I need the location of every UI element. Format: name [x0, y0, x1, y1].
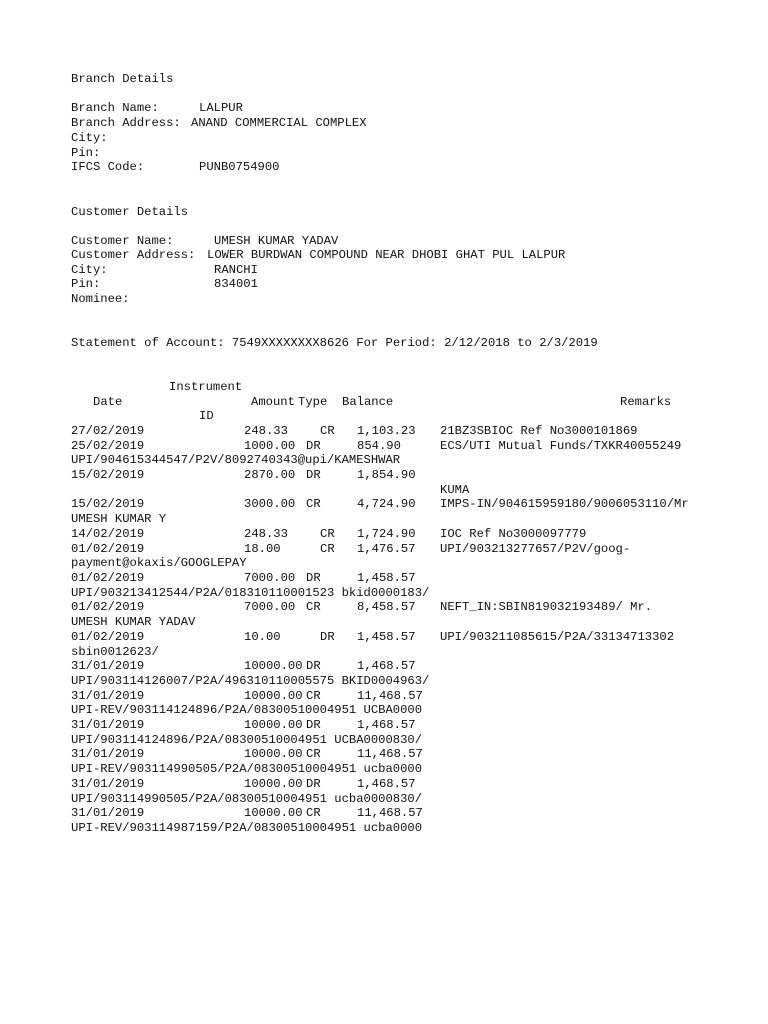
header-amount: Amount: [251, 395, 295, 409]
row-balance: 11,468.57: [357, 747, 423, 761]
row-balance: 1,103.23: [357, 424, 416, 438]
row-date: 15/02/2019: [71, 497, 145, 511]
branch-address-value: ANAND COMMERCIAL COMPLEX: [191, 116, 367, 130]
header-instrument-id: ID: [199, 409, 214, 423]
customer-heading: Customer Details: [71, 205, 189, 219]
row-amount: 10000.00: [244, 689, 303, 703]
row-type: CR: [320, 527, 335, 541]
row-amount: 1000.00: [244, 439, 296, 453]
row-date: 01/02/2019: [71, 571, 145, 585]
row-date: 01/02/2019: [71, 542, 145, 556]
customer-city-label: City:: [71, 263, 108, 277]
row-remarks: IMPS-IN/904615959180/9006053110/Mr: [440, 497, 689, 511]
branch-ifsc-value: PUNB0754900: [199, 160, 280, 174]
customer-address-label: Customer Address:: [71, 248, 196, 262]
row-amount: 18.00: [244, 542, 281, 556]
row-remarks-continued: UPI/903114124896/P2A/08300510004951 UCBA0000830/: [71, 733, 423, 747]
row-balance: 1,458.57: [357, 630, 416, 644]
row-type: CR: [306, 747, 321, 761]
statement-label: Statement of Account:: [71, 336, 225, 350]
row-remarks-prefix: KUMA: [440, 483, 470, 497]
row-balance: 1,468.57: [357, 718, 416, 732]
row-balance: 1,468.57: [357, 659, 416, 673]
row-amount: 10000.00: [244, 659, 303, 673]
row-remarks-continued: sbin0012623/: [71, 645, 159, 659]
row-amount: 10000.00: [244, 806, 303, 820]
branch-name-value: LALPUR: [199, 101, 243, 115]
customer-pin-label: Pin:: [71, 277, 101, 291]
customer-nominee-label: Nominee:: [71, 292, 130, 306]
row-amount: 248.33: [244, 527, 288, 541]
row-remarks: UPI/903211085615/P2A/33134713302: [440, 630, 675, 644]
row-remarks: 21BZ3SBIOC Ref No3000101869: [440, 424, 638, 438]
row-date: 31/01/2019: [71, 659, 145, 673]
header-type: Type: [298, 395, 328, 409]
row-date: 14/02/2019: [71, 527, 145, 541]
row-type: DR: [306, 718, 321, 732]
row-amount: 10000.00: [244, 718, 303, 732]
header-balance: Balance: [342, 395, 394, 409]
statement-period-label: For Period:: [356, 336, 437, 350]
row-date: 27/02/2019: [71, 424, 145, 438]
row-amount: 10.00: [244, 630, 281, 644]
branch-address-label: Branch Address:: [71, 116, 181, 130]
row-date: 31/01/2019: [71, 689, 145, 703]
row-remarks-continued: UPI-REV/903114987159/P2A/08300510004951 ucba0000: [71, 821, 423, 835]
row-balance: 1,854.90: [357, 468, 416, 482]
row-type: CR: [306, 600, 321, 614]
row-balance: 11,468.57: [357, 806, 423, 820]
branch-pin-label: Pin:: [71, 146, 101, 160]
row-remarks-continued: UPI-REV/903114990505/P2A/08300510004951 ucba0000: [71, 762, 423, 776]
row-type: CR: [306, 497, 321, 511]
row-date: 01/02/2019: [71, 600, 145, 614]
header-instrument: Instrument: [169, 380, 243, 394]
row-remarks-continued: UPI-REV/903114124896/P2A/08300510004951 UCBA0000: [71, 703, 423, 717]
row-date: 01/02/2019: [71, 630, 145, 644]
row-remarks: UPI/903213277657/P2V/goog-: [440, 542, 631, 556]
row-type: CR: [320, 542, 335, 556]
row-type: DR: [306, 468, 321, 482]
row-remarks: NEFT_IN:SBIN819032193489/ Mr.: [440, 600, 653, 614]
row-balance: 1,724.90: [357, 527, 416, 541]
customer-address-value: LOWER BURDWAN COMPOUND NEAR DHOBI GHAT PUL LALPUR: [207, 248, 566, 262]
row-date: 31/01/2019: [71, 718, 145, 732]
row-type: DR: [306, 571, 321, 585]
row-amount: 7000.00: [244, 600, 296, 614]
row-date: 31/01/2019: [71, 777, 145, 791]
row-date: 25/02/2019: [71, 439, 145, 453]
branch-city-label: City:: [71, 131, 108, 145]
customer-pin-value: 834001: [214, 277, 258, 291]
row-type: DR: [306, 439, 321, 453]
statement-to: 2/3/2019: [539, 336, 598, 350]
row-balance: 11,468.57: [357, 689, 423, 703]
row-date: 31/01/2019: [71, 806, 145, 820]
row-remarks-continued: UMESH KUMAR YADAV: [71, 615, 196, 629]
statement-to-word: to: [517, 336, 532, 350]
row-type: CR: [320, 424, 335, 438]
row-date: 31/01/2019: [71, 747, 145, 761]
statement-from: 2/12/2018: [444, 336, 510, 350]
header-date: Date: [93, 395, 123, 409]
customer-city-value: RANCHI: [214, 263, 258, 277]
row-type: CR: [306, 689, 321, 703]
branch-heading: Branch Details: [71, 72, 174, 86]
statement-account: 7549XXXXXXXX8626: [231, 336, 349, 350]
row-amount: 10000.00: [244, 747, 303, 761]
row-remarks-continued: UPI/903114126007/P2A/496310110005575 BKID0004963/: [71, 674, 430, 688]
row-remarks: ECS/UTI Mutual Funds/TXKR40055249: [440, 439, 682, 453]
row-amount: 10000.00: [244, 777, 303, 791]
row-remarks: IOC Ref No3000097779: [440, 527, 587, 541]
row-amount: 2870.00: [244, 468, 296, 482]
row-balance: 4,724.90: [357, 497, 416, 511]
row-balance: 1,458.57: [357, 571, 416, 585]
row-type: DR: [306, 659, 321, 673]
row-type: CR: [306, 806, 321, 820]
header-remarks: Remarks: [620, 395, 672, 409]
row-remarks-continued: payment@okaxis/GOOGLEPAY: [71, 556, 247, 570]
row-type: DR: [320, 630, 335, 644]
customer-name-label: Customer Name:: [71, 234, 174, 248]
row-type: DR: [306, 777, 321, 791]
branch-name-label: Branch Name:: [71, 101, 159, 115]
branch-ifsc-label: IFCS Code:: [71, 160, 145, 174]
row-remarks-continued: UPI/903114990505/P2A/08300510004951 ucba0000830/: [71, 792, 423, 806]
row-remarks-continued: UMESH KUMAR Y: [71, 512, 167, 526]
row-remarks-continued: UPI/903213412544/P2A/018310110001523 bkid0000183/: [71, 586, 430, 600]
statement-line: [71, 336, 598, 351]
row-balance: 1,476.57: [357, 542, 416, 556]
row-amount: 248.33: [244, 424, 288, 438]
row-balance: 854.90: [357, 439, 401, 453]
row-date: 15/02/2019: [71, 468, 145, 482]
row-remarks-prefix: UPI/904615344547/P2V/8092740343@upi/KAMESHWAR: [71, 453, 401, 467]
row-balance: 8,458.57: [357, 600, 416, 614]
row-balance: 1,468.57: [357, 777, 416, 791]
row-amount: 7000.00: [244, 571, 296, 585]
row-amount: 3000.00: [244, 497, 296, 511]
customer-name-value: UMESH KUMAR YADAV: [214, 234, 339, 248]
